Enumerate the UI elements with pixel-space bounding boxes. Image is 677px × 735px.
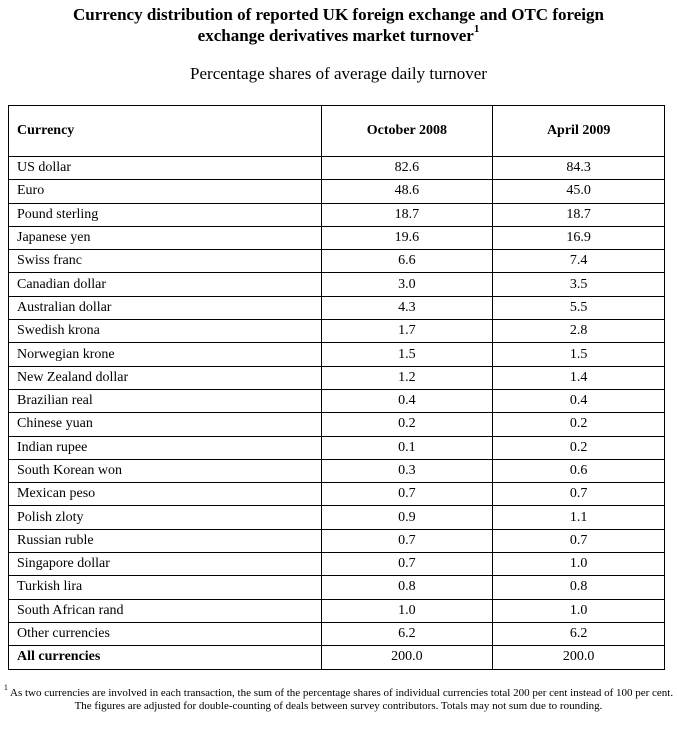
april-2009-cell: 6.2 [493, 622, 665, 645]
currency-cell: Russian ruble [9, 529, 322, 552]
currency-cell: Chinese yuan [9, 413, 322, 436]
april-2009-cell: 0.2 [493, 413, 665, 436]
october-2008-cell: 0.7 [321, 529, 493, 552]
page-title [0, 4, 677, 46]
october-2008-cell: 0.3 [321, 459, 493, 482]
october-2008-cell: 1.7 [321, 320, 493, 343]
currency-cell: Other currencies [9, 622, 322, 645]
april-2009-cell: 84.3 [493, 157, 665, 180]
table-row [9, 436, 665, 459]
april-2009-cell: 0.8 [493, 576, 665, 599]
footnote [0, 683, 677, 713]
april-2009-cell: 2.8 [493, 320, 665, 343]
table-row [9, 343, 665, 366]
october-2008-cell: 6.2 [321, 622, 493, 645]
april-2009-cell: 0.6 [493, 459, 665, 482]
table-header-row [9, 106, 665, 157]
april-2009-cell: 1.5 [493, 343, 665, 366]
subtitle: Percentage shares of average daily turnover [190, 64, 487, 83]
currency-cell: Indian rupee [9, 436, 322, 459]
october-2008-cell: 0.2 [321, 413, 493, 436]
currency-cell: Singapore dollar [9, 553, 322, 576]
table-row [9, 483, 665, 506]
october-2008-cell: 0.9 [321, 506, 493, 529]
october-2008-cell: 3.0 [321, 273, 493, 296]
april-2009-cell: 1.0 [493, 599, 665, 622]
header-october-2008: October 2008 [321, 106, 493, 157]
table-row [9, 296, 665, 319]
currency-cell: Polish zloty [9, 506, 322, 529]
total-label-cell: All currencies [9, 646, 322, 669]
april-2009-cell: 3.5 [493, 273, 665, 296]
april-2009-cell: 45.0 [493, 180, 665, 203]
currency-cell: Australian dollar [9, 296, 322, 319]
april-2009-cell: 0.2 [493, 436, 665, 459]
currency-cell: Pound sterling [9, 203, 322, 226]
currency-cell: US dollar [9, 157, 322, 180]
table-row [9, 622, 665, 645]
table-row [9, 599, 665, 622]
table-row [9, 459, 665, 482]
october-2008-cell: 1.2 [321, 366, 493, 389]
title-line-1: Currency distribution of reported UK foreign exchange and OTC foreign [73, 5, 604, 24]
table-row [9, 576, 665, 599]
currency-cell: Mexican peso [9, 483, 322, 506]
october-2008-cell: 18.7 [321, 203, 493, 226]
header-currency: Currency [9, 106, 322, 157]
april-2009-cell: 16.9 [493, 226, 665, 249]
currency-cell: Norwegian krone [9, 343, 322, 366]
currency-cell: Canadian dollar [9, 273, 322, 296]
currency-cell: South African rand [9, 599, 322, 622]
currency-cell: Swiss franc [9, 250, 322, 273]
october-2008-cell: 1.5 [321, 343, 493, 366]
table-row [9, 250, 665, 273]
table-row [9, 157, 665, 180]
table-row [9, 226, 665, 249]
footnote-mark: 1 [3, 683, 8, 693]
table-row [9, 389, 665, 412]
october-2008-cell: 0.8 [321, 576, 493, 599]
april-2009-cell: 18.7 [493, 203, 665, 226]
october-2008-cell: 0.7 [321, 553, 493, 576]
table-total-row [9, 646, 665, 669]
october-2008-cell: 19.6 [321, 226, 493, 249]
currency-cell: Euro [9, 180, 322, 203]
footnote-text: As two currencies are involved in each transaction, the sum of the percentage shares of individual currencies total 200 per cent instead of 100 per cent. The figures are adjusted for double-counting of deals between survey contributors. Totals may not sum due to rounding. [7, 687, 674, 712]
october-2008-cell: 6.6 [321, 250, 493, 273]
table-body [9, 157, 665, 670]
april-2009-cell: 7.4 [493, 250, 665, 273]
currency-cell: Brazilian real [9, 389, 322, 412]
october-2008-cell: 82.6 [321, 157, 493, 180]
april-2009-cell: 1.1 [493, 506, 665, 529]
currency-table [8, 105, 665, 670]
currency-cell: South Korean won [9, 459, 322, 482]
table-row [9, 529, 665, 552]
april-2009-cell: 0.7 [493, 483, 665, 506]
april-2009-cell: 1.0 [493, 553, 665, 576]
april-2009-cell: 0.7 [493, 529, 665, 552]
title-line-2: exchange derivatives market turnover [197, 26, 474, 45]
title-footnote-mark: 1 [473, 23, 480, 36]
october-2008-cell: 0.7 [321, 483, 493, 506]
october-2008-cell: 0.4 [321, 389, 493, 412]
october-2008-cell: 0.1 [321, 436, 493, 459]
header-april-2009: April 2009 [493, 106, 665, 157]
table-row [9, 506, 665, 529]
october-2008-cell: 1.0 [321, 599, 493, 622]
currency-cell: Japanese yen [9, 226, 322, 249]
total-october-2008-cell: 200.0 [321, 646, 493, 669]
table-row [9, 273, 665, 296]
table-row [9, 553, 665, 576]
table-row [9, 413, 665, 436]
april-2009-cell: 1.4 [493, 366, 665, 389]
currency-cell: New Zealand dollar [9, 366, 322, 389]
april-2009-cell: 5.5 [493, 296, 665, 319]
table-row [9, 180, 665, 203]
currency-cell: Swedish krona [9, 320, 322, 343]
october-2008-cell: 4.3 [321, 296, 493, 319]
table-row [9, 203, 665, 226]
table-row [9, 320, 665, 343]
table-row [9, 366, 665, 389]
currency-cell: Turkish lira [9, 576, 322, 599]
april-2009-cell: 0.4 [493, 389, 665, 412]
total-april-2009-cell: 200.0 [493, 646, 665, 669]
october-2008-cell: 48.6 [321, 180, 493, 203]
